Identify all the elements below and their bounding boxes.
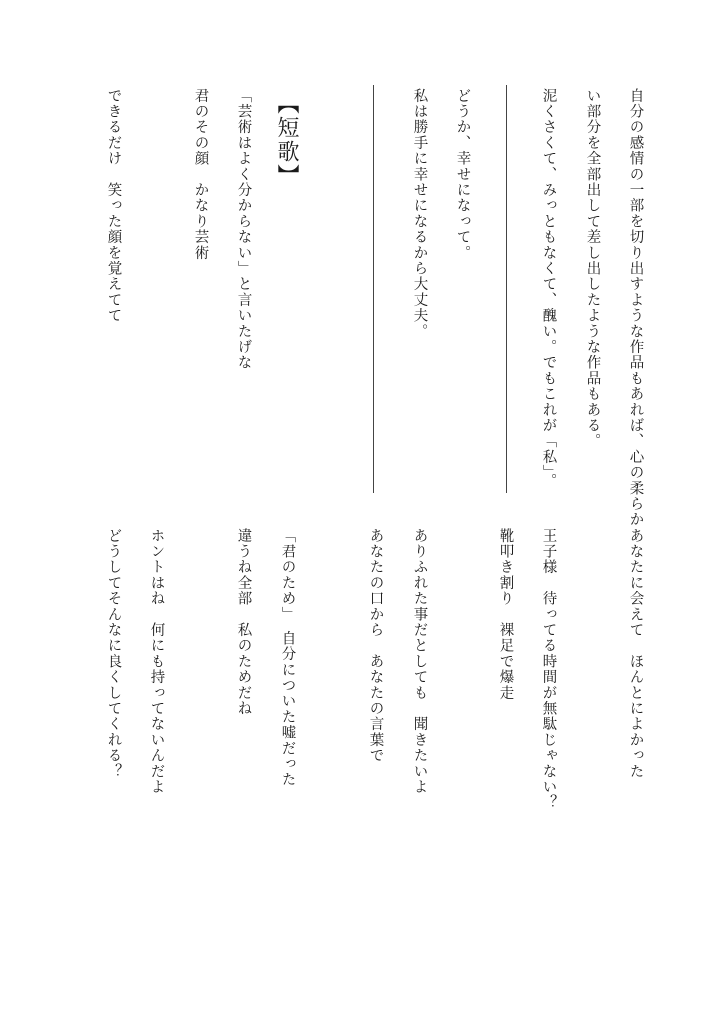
prose-line: どうか、幸せになって。 bbox=[454, 88, 471, 261]
tanka-line: 「芸術はよく分からない」と言いたげな bbox=[235, 88, 252, 371]
tanka-line: ホントはね 何にも持ってないんだよ bbox=[148, 528, 165, 795]
tanka-line: 王子様 待ってる時間が無駄じゃない？ bbox=[540, 528, 557, 811]
tanka-line: あなたに会えて ほんとによかった bbox=[627, 528, 644, 780]
tanka-line: 「君のため」 自分についた嘘だった bbox=[279, 528, 296, 788]
prose-line: 自分の感情の一部を切り出すような作品もあれば、心の柔らか bbox=[627, 88, 644, 528]
tanka-line: どうしてそんなに良くしてくれる？ bbox=[105, 528, 122, 780]
prose-line: 私は勝手に幸せになるから大丈夫。 bbox=[411, 88, 428, 340]
section-divider bbox=[506, 85, 507, 493]
tanka-line: できるだけ 笑った顔を覚えてて bbox=[105, 88, 122, 324]
tanka-line: あなたの口から あなたの言葉で bbox=[367, 528, 384, 764]
section-divider bbox=[373, 85, 374, 493]
tanka-line: 靴叩き割り 裸足で爆走 bbox=[497, 528, 514, 701]
tanka-line: ありふれた事だとしても 聞きたいよ bbox=[411, 528, 428, 795]
tanka-line: 君のその顔 かなり芸術 bbox=[192, 88, 209, 261]
prose-line: い部分を全部出して差し出したような作品もある。 bbox=[584, 88, 601, 450]
tanka-line: 違うね全部 私のためだね bbox=[235, 528, 252, 717]
prose-line: 泥くさくて、みっともなくて、醜い。でもこれが「私」。 bbox=[540, 88, 557, 489]
tanka-heading: 【短歌】 bbox=[274, 92, 299, 188]
